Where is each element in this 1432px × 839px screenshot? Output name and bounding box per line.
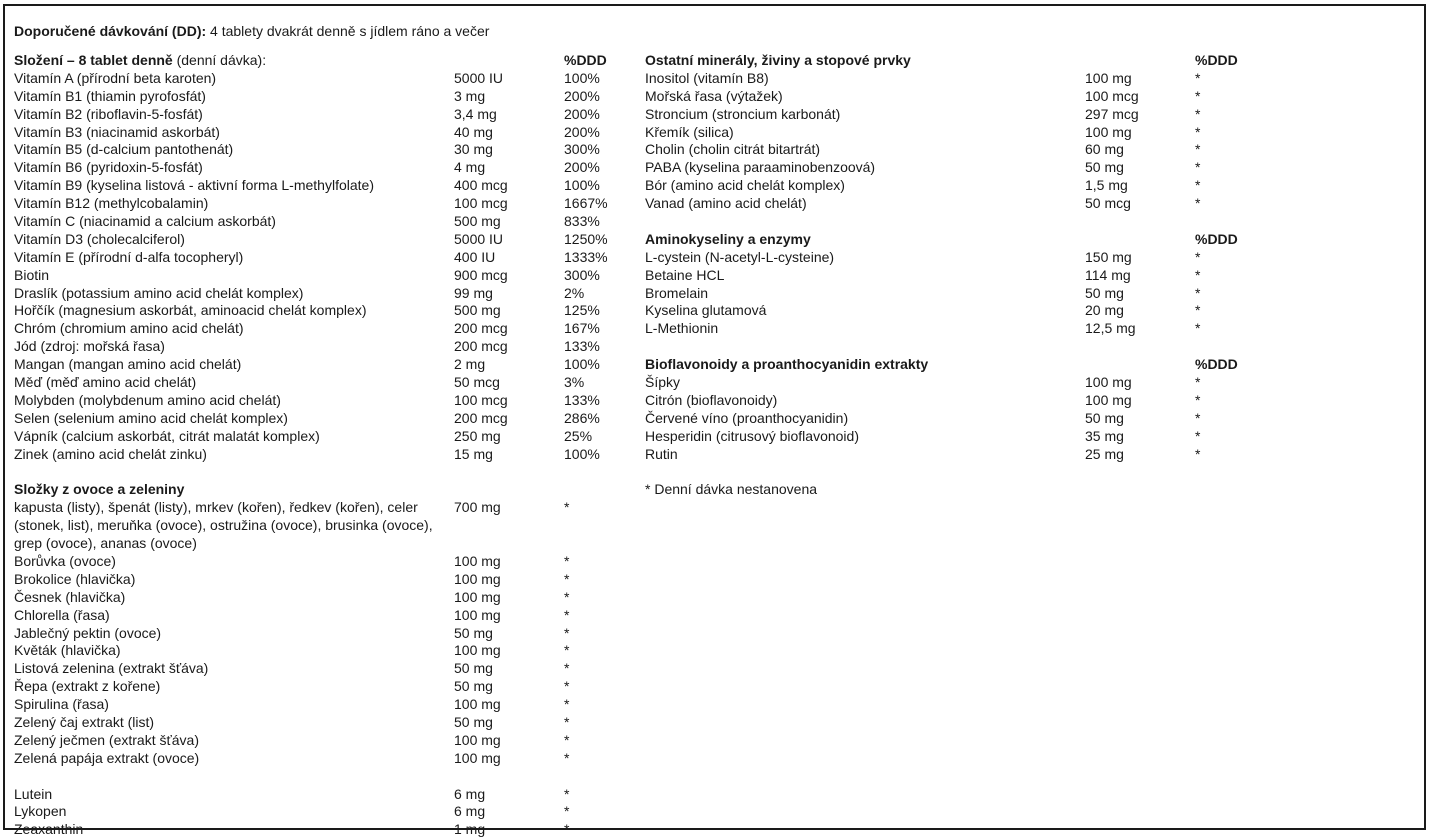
composition-table [14, 70, 614, 464]
ingredient-name: Molybden (molybdenum amino acid chelát) [14, 391, 281, 408]
ingredient-amount: 200 mcg [454, 320, 508, 337]
ingredient-pct: * [1195, 69, 1201, 86]
ingredient-pct: * [564, 642, 570, 659]
ingredient-pct: 167% [564, 320, 600, 337]
table-row [14, 302, 614, 320]
ingredient-pct: * [1195, 409, 1201, 426]
table-row [645, 159, 1265, 177]
ingredient-amount: 50 mg [454, 713, 493, 730]
ingredient-amount: 297 mcg [1085, 105, 1139, 122]
ingredient-amount: 50 mg [454, 624, 493, 641]
ingredient-amount: 50 mcg [1085, 195, 1131, 212]
ingredient-amount: 50 mg [1085, 409, 1124, 426]
ingredient-pct: * [564, 660, 570, 677]
table-row [14, 159, 614, 177]
ingredient-pct: * [1195, 374, 1201, 391]
ingredient-pct: * [1195, 302, 1201, 319]
amino-header [645, 231, 1265, 249]
ingredient-name: Kyselina glutamová [645, 302, 767, 319]
ingredient-name: Zelený ječmen (extrakt šťáva) [14, 731, 199, 748]
table-row [14, 660, 614, 678]
ingredient-name: Křemík (silica) [645, 123, 734, 140]
ingredient-name: Mangan (mangan amino acid chelát) [14, 356, 242, 373]
ingredient-amount: 50 mcg [454, 374, 500, 391]
ingredient-amount: 3 mg [454, 87, 486, 104]
ingredient-name: Listová zelenina (extrakt šťáva) [14, 660, 209, 677]
ingredient-pct: * [1195, 159, 1201, 176]
ingredient-pct: * [564, 678, 570, 695]
ingredient-amount: 35 mg [1085, 427, 1124, 444]
ingredient-pct: * [1195, 266, 1201, 283]
ingredient-pct: * [564, 731, 570, 748]
ingredient-name: Biotin [14, 266, 50, 283]
ingredient-pct: * [1195, 320, 1201, 337]
table-row [14, 589, 614, 607]
ingredient-pct: * [564, 713, 570, 730]
ingredient-name: Zelená papája extrakt (ovoce) [14, 749, 200, 766]
ingredient-name: Spirulina (řasa) [14, 696, 109, 713]
ingredient-amount: 200 mcg [454, 338, 508, 355]
ingredient-pct: 2% [564, 284, 585, 301]
footnote: * Denní dávka nestanovena [645, 481, 818, 498]
ingredient-pct: 100% [564, 177, 600, 194]
ingredient-name: Vanad (amino acid chelát) [645, 195, 807, 212]
ingredient-pct: 133% [564, 338, 600, 355]
table-row [14, 374, 614, 392]
ingredient-name: Vitamín B1 (thiamin pyrofosfát) [14, 87, 206, 104]
ingredient-name: Vápník (calcium askorbát, citrát malatát komplex) [14, 427, 320, 444]
table-row [14, 625, 614, 643]
ingredient-pct: * [564, 588, 570, 605]
ingredient-amount: 400 mcg [454, 177, 508, 194]
table-row [645, 285, 1265, 303]
ingredient-pct: * [1195, 195, 1201, 212]
table-row [645, 249, 1265, 267]
fruit-veg-mix-row [14, 499, 614, 553]
ingredient-name: Lykopen [14, 803, 67, 820]
ingredient-amount: 50 mg [454, 660, 493, 677]
composition-title-note: (denní dávka): [176, 52, 267, 68]
ingredient-name: Inositol (vitamín B8) [645, 69, 769, 86]
ingredient-pct: * [564, 821, 570, 838]
ingredient-amount: 30 mg [454, 141, 493, 158]
ingredient-amount: 20 mg [1085, 302, 1124, 319]
ingredient-name: L-cystein (N-acetyl-L-cysteine) [645, 248, 835, 265]
ingredient-name: Vitamín B3 (niacinamid askorbát) [14, 123, 220, 140]
ingredient-pct: * [564, 624, 570, 641]
table-row [14, 338, 614, 356]
ingredient-pct: 200% [564, 87, 600, 104]
ingredient-name: Vitamín D3 (cholecalciferol) [14, 230, 185, 247]
table-row [14, 320, 614, 338]
ingredient-amount: 99 mg [454, 284, 493, 301]
left-column [14, 52, 614, 839]
ingredient-amount: 100 mg [1085, 391, 1132, 408]
table-row [645, 88, 1265, 106]
ingredient-name: PABA (kyselina paraaminobenzoová) [645, 159, 876, 176]
ingredient-name: L-Methionin [645, 320, 719, 337]
ingredient-pct: * [1195, 105, 1201, 122]
ingredient-amount: 5000 IU [454, 69, 504, 86]
ingredient-name: Měď (měď amino acid chelát) [14, 374, 197, 391]
amino-table [645, 249, 1265, 338]
ingredient-amount: 6 mg [454, 785, 486, 802]
bioflavonoids-header [645, 356, 1265, 374]
ingredient-name: Vitamín E (přírodní d-alfa tocopheryl) [14, 248, 244, 265]
ingredient-name: Brokolice (hlavička) [14, 570, 136, 587]
ingredient-amount: 100 mcg [454, 391, 508, 408]
table-row [645, 124, 1265, 142]
ingredient-pct: 100% [564, 445, 600, 462]
table-row [14, 732, 614, 750]
table-row [14, 124, 614, 142]
table-row [14, 213, 614, 231]
ingredient-name: Vitamín B2 (riboflavin-5-fosfát) [14, 105, 203, 122]
ingredient-amount: 100 mg [454, 731, 501, 748]
ingredient-amount: 100 mg [454, 570, 501, 587]
table-row [14, 195, 614, 213]
ingredient-name: Rutin [645, 445, 678, 462]
ingredient-pct: 1333% [564, 248, 608, 265]
ingredient-pct: 133% [564, 391, 600, 408]
ingredient-amount: 60 mg [1085, 141, 1124, 158]
ingredient-name: Zinek (amino acid chelát zinku) [14, 445, 207, 462]
composition-header [14, 52, 614, 70]
ingredient-pct: * [1195, 248, 1201, 265]
ingredient-name: Stroncium (stroncium karbonát) [645, 105, 841, 122]
ingredient-name: Vitamín B9 (kyselina listová - aktivní forma L-methylfolate) [14, 177, 374, 194]
table-row [14, 821, 614, 839]
ingredient-name: Lutein [14, 785, 53, 802]
table-row [14, 607, 614, 625]
ingredient-name: Hořčík (magnesium askorbát, aminoacid chelát komplex) [14, 302, 367, 319]
fruit-veg-header [14, 481, 614, 499]
carotenoid-table [14, 786, 614, 839]
minerals-header [645, 52, 1265, 70]
ingredient-amount: 1 mg [454, 821, 486, 838]
ingredient-amount: 100 mg [1085, 69, 1132, 86]
ingredient-name: Vitamín C (niacinamid a calcium askorbát) [14, 213, 276, 230]
fruit-veg-title: Složky z ovoce a zeleniny [14, 481, 185, 498]
ingredient-name: Bromelain [645, 284, 709, 301]
ingredient-name: Chlorella (řasa) [14, 606, 110, 623]
table-row [14, 285, 614, 303]
ingredient-pct: * [1195, 123, 1201, 140]
ingredient-amount: 500 mg [454, 302, 501, 319]
ingredient-amount: 40 mg [454, 123, 493, 140]
ingredient-pct: 300% [564, 141, 600, 158]
ingredient-pct: 833% [564, 213, 600, 230]
table-row [14, 571, 614, 589]
ingredient-name: Citrón (bioflavonoidy) [645, 391, 778, 408]
amino-pct-header: %DDD [1195, 230, 1238, 247]
ingredient-amount: 100 mg [1085, 123, 1132, 140]
ingredient-pct: 100% [564, 69, 600, 86]
table-row [14, 642, 614, 660]
ingredient-amount: 25 mg [1085, 445, 1124, 462]
table-row [14, 750, 614, 768]
ingredient-amount: 100 mg [454, 588, 501, 605]
ingredient-name: Šípky [645, 374, 681, 391]
ingredient-amount: 2 mg [454, 356, 486, 373]
ingredient-amount: 6 mg [454, 803, 486, 820]
table-row [645, 70, 1265, 88]
ingredient-name: Řepa (extrakt z kořene) [14, 678, 161, 695]
ingredient-pct: * [564, 803, 570, 820]
ingredient-amount: 100 mg [1085, 374, 1132, 391]
ingredient-amount: 100 mg [454, 749, 501, 766]
ingredient-pct: 125% [564, 302, 600, 319]
fruit-veg-mix-name: kapusta (listy), špenát (listy), mrkev (kořen), ředkev (kořen), celer (stonek, list), meruňka (ovoce), ostružina (ovoce), brusinka (ovoce), grep (ovoce), ananas (ovoce) [14, 499, 433, 552]
dosage-line [14, 23, 489, 39]
minerals-table [645, 70, 1265, 213]
ingredient-pct: * [1195, 87, 1201, 104]
ingredient-name: Vitamín B6 (pyridoxin-5-fosfát) [14, 159, 203, 176]
ingredient-name: Vitamín B5 (d-calcium pantothenát) [14, 141, 234, 158]
table-row [645, 392, 1265, 410]
ingredient-pct: * [564, 552, 570, 569]
table-row [14, 249, 614, 267]
ingredient-amount: 114 mg [1085, 266, 1131, 283]
ingredient-pct: 3% [564, 374, 585, 391]
ingredient-amount: 3,4 mg [454, 105, 497, 122]
ingredient-name: Betaine HCL [645, 266, 725, 283]
table-row [645, 195, 1265, 213]
ingredient-name: Zelený čaj extrakt (list) [14, 713, 155, 730]
ingredient-amount: 200 mcg [454, 409, 508, 426]
table-row [14, 786, 614, 804]
ingredient-pct: 286% [564, 409, 600, 426]
ingredient-pct: * [1195, 284, 1201, 301]
table-row [14, 678, 614, 696]
ingredient-amount: 500 mg [454, 213, 501, 230]
ingredient-amount: 100 mg [454, 696, 501, 713]
minerals-title: Ostatní minerály, živiny a stopové prvky [645, 52, 911, 68]
ingredient-name: Chróm (chromium amino acid chelát) [14, 320, 244, 337]
ingredient-name: Květák (hlavička) [14, 642, 121, 659]
table-row [14, 231, 614, 249]
ingredient-amount: 400 IU [454, 248, 496, 265]
table-row [14, 267, 614, 285]
ingredient-pct: 200% [564, 159, 600, 176]
table-row [14, 70, 614, 88]
table-row [14, 88, 614, 106]
table-row [14, 803, 614, 821]
table-row [645, 177, 1265, 195]
ingredient-pct: 1667% [564, 195, 608, 212]
table-row [645, 267, 1265, 285]
ingredient-amount: 12,5 mg [1085, 320, 1136, 337]
ingredient-pct: 300% [564, 266, 600, 283]
table-row [14, 392, 614, 410]
table-row [14, 553, 614, 571]
ingredient-name: Vitamín A (přírodní beta karoten) [14, 69, 217, 86]
table-row [14, 410, 614, 428]
ingredient-name: Draslík (potassium amino acid chelát komplex) [14, 284, 304, 301]
table-row [645, 428, 1265, 446]
amino-title: Aminokyseliny a enzymy [645, 230, 811, 247]
ingredient-pct: * [564, 749, 570, 766]
ingredient-name: Hesperidin (citrusový bioflavonoid) [645, 427, 859, 444]
ingredient-pct: 200% [564, 105, 600, 122]
ingredient-amount: 4 mg [454, 159, 486, 176]
table-row [14, 106, 614, 124]
table-row [14, 714, 614, 732]
ingredient-name: Česnek (hlavička) [14, 588, 126, 605]
ingredient-pct: * [564, 570, 570, 587]
fruit-veg-table [14, 553, 614, 768]
table-row [14, 356, 614, 374]
ingredient-amount: 100 mg [454, 642, 501, 659]
table-row [645, 410, 1265, 428]
ingredient-amount: 50 mg [1085, 159, 1124, 176]
ingredient-name: Selen (selenium amino acid chelát komplex) [14, 409, 288, 426]
ingredient-pct: * [1195, 391, 1201, 408]
fruit-veg-mix-amount: 700 mg [454, 499, 501, 516]
ingredient-name: Borůvka (ovoce) [14, 552, 116, 569]
ingredient-amount: 100 mg [454, 552, 501, 569]
table-row [645, 106, 1265, 124]
ingredient-name: Jód (zdroj: mořská řasa) [14, 338, 165, 355]
table-row [645, 141, 1265, 159]
ingredient-name: Vitamín B12 (methylcobalamin) [14, 195, 209, 212]
ingredient-pct: * [564, 606, 570, 623]
ingredient-amount: 5000 IU [454, 230, 504, 247]
right-column [645, 52, 1265, 499]
table-row [14, 446, 614, 464]
table-row [645, 302, 1265, 320]
table-row [645, 320, 1265, 338]
ingredient-pct: * [1195, 427, 1201, 444]
ingredient-name: Červené víno (proanthocyanidin) [645, 409, 849, 426]
ingredient-amount: 250 mg [454, 427, 501, 444]
ingredient-pct: 100% [564, 356, 600, 373]
table-row [645, 446, 1265, 464]
fruit-veg-mix-pct: * [564, 499, 570, 516]
ingredient-amount: 150 mg [1085, 248, 1132, 265]
ingredient-pct: * [1195, 177, 1201, 194]
ingredient-amount: 50 mg [1085, 284, 1124, 301]
table-row [14, 696, 614, 714]
ingredient-pct: * [564, 785, 570, 802]
ingredient-name: Cholin (cholin citrát bitartrát) [645, 141, 821, 158]
ingredient-name: Bór (amino acid chelát komplex) [645, 177, 845, 194]
ingredient-amount: 100 mcg [1085, 87, 1139, 104]
table-row [645, 374, 1265, 392]
table-row [14, 428, 614, 446]
bioflavonoids-title: Bioflavonoidy a proanthocyanidin extrakty [645, 356, 929, 373]
ingredient-pct: * [564, 696, 570, 713]
ingredient-pct: 1250% [564, 230, 608, 247]
ingredient-pct: 200% [564, 123, 600, 140]
ingredient-amount: 15 mg [454, 445, 493, 462]
bioflavonoids-pct-header: %DDD [1195, 356, 1238, 373]
ingredient-amount: 1,5 mg [1085, 177, 1128, 194]
ingredient-pct: 25% [564, 427, 593, 444]
ingredient-name: Jablečný pektin (ovoce) [14, 624, 162, 641]
bioflavonoids-table [645, 374, 1265, 463]
ingredient-amount: 900 mcg [454, 266, 508, 283]
ingredient-pct: * [1195, 141, 1201, 158]
dosage-label: Doporučené dávkování (DD): [14, 23, 207, 39]
ingredient-pct: * [1195, 445, 1201, 462]
table-row [14, 141, 614, 159]
ingredient-amount: 100 mg [454, 606, 501, 623]
ingredient-name: Zeaxanthin [14, 821, 84, 838]
table-row [14, 177, 614, 195]
ingredient-name: Mořská řasa (výtažek) [645, 87, 783, 104]
ingredient-amount: 100 mcg [454, 195, 508, 212]
minerals-pct-header: %DDD [1195, 52, 1238, 68]
composition-pct-header: %DDD [564, 52, 607, 68]
ingredient-amount: 50 mg [454, 678, 493, 695]
composition-title: Složení – 8 tablet denně [14, 52, 173, 68]
dosage-text: 4 tablety dvakrát denně s jídlem ráno a večer [210, 23, 490, 39]
